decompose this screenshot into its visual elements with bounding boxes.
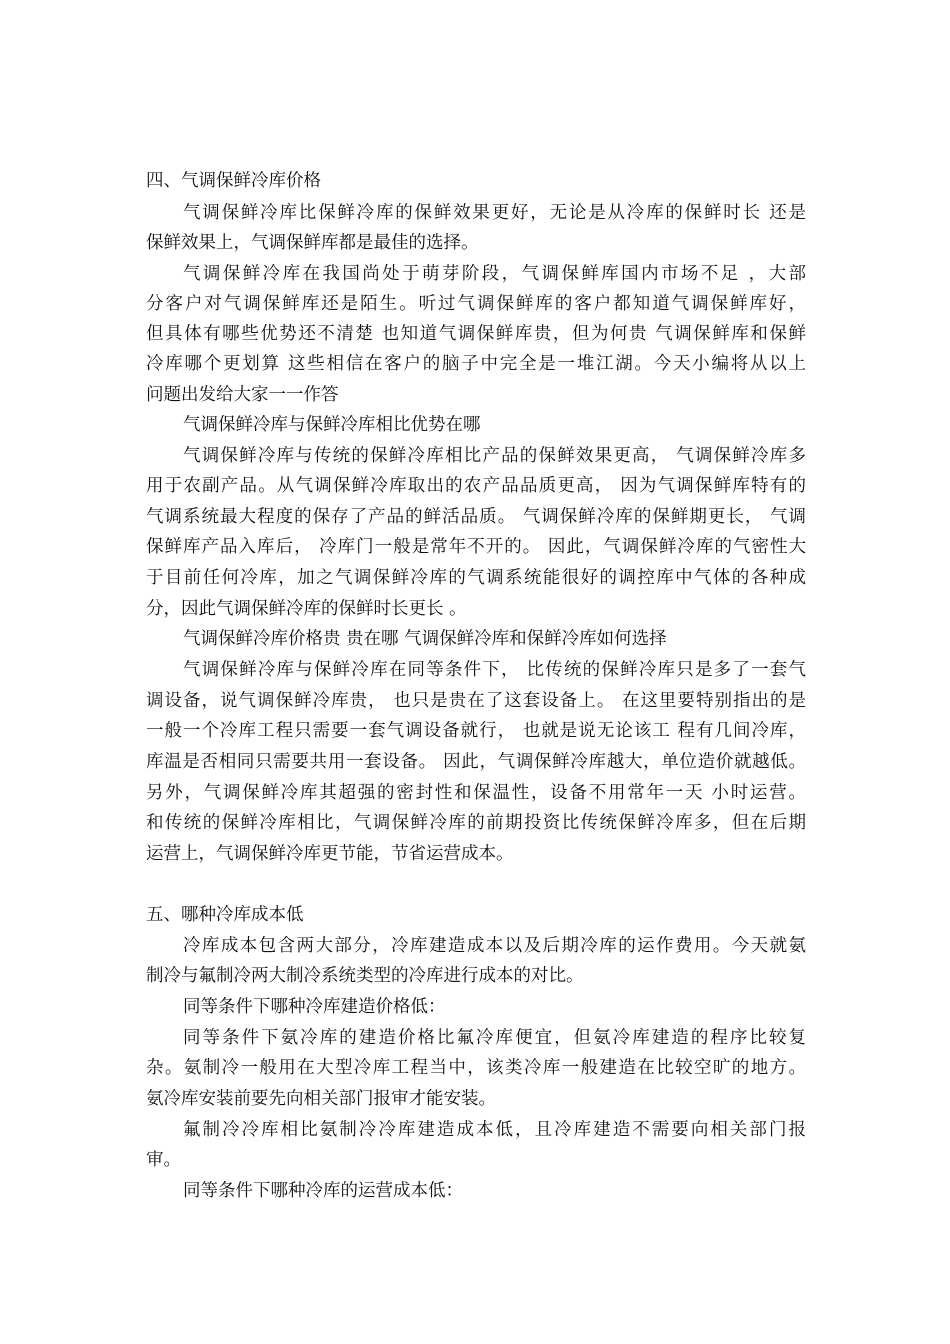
paragraph-line: 同等条件下氨冷库的建造价格比氟冷库便宜，但氨冷库建造的程序比较复 [183, 1028, 806, 1048]
paragraph-line: 运营上，气调保鲜冷库更节能，节省运营成本。 [146, 844, 514, 864]
subheading: 气调保鲜冷库与保鲜冷库相比优势在哪 [183, 415, 481, 435]
paragraph-line: 气调保鲜冷库与传统的保鲜冷库相比产品的保鲜效果更高， 气调保鲜冷库多 [183, 446, 806, 466]
paragraph-line: 分，因此气调保鲜冷库的保鲜时长更长 。 [146, 599, 467, 619]
paragraph-line: 但具体有哪些优势还不清楚 也知道气调保鲜库贵，但为何贵 气调保鲜库和保鲜 [146, 324, 806, 344]
paragraph-line: 冷库哪个更划算 这些相信在客户的脑子中完全是一堆江湖。今天小编将从以上 [146, 354, 806, 374]
paragraph-line: 杂。氨制冷一般用在大型冷库工程当中，该类冷库一般建造在比较空旷的地方。 [146, 1058, 806, 1078]
paragraph-line: 保鲜库产品入库后， 冷库门一般是常年不开的。 因此，气调保鲜冷库的气密性大 [146, 537, 806, 557]
section-heading-5: 五、哪种冷库成本低 [146, 905, 304, 925]
paragraph-line: 问题出发给大家一一作答 [146, 385, 339, 405]
subheading: 气调保鲜冷库价格贵 贵在哪 气调保鲜冷库和保鲜冷库如何选择 [183, 629, 667, 649]
subheading: 同等条件下哪种冷库建造价格低： [183, 997, 446, 1017]
paragraph-line: 气调系统最大程度的保存了产品的鲜活品质。 气调保鲜冷库的保鲜期更长， 气调 [146, 507, 806, 527]
paragraph-line: 调设备，说气调保鲜冷库贵， 也只是贵在了这套设备上。 在这里要特别指出的是 [146, 691, 806, 711]
paragraph-line: 和传统的保鲜冷库相比，气调保鲜冷库的前期投资比传统保鲜冷库多，但在后期 [146, 813, 806, 833]
paragraph-line: 氟制冷冷库相比氨制冷冷库建造成本低，且冷库建造不需要向相关部门报 [183, 1120, 806, 1140]
paragraph-line: 氨冷库安装前要先向相关部门报审才能安装。 [146, 1089, 496, 1109]
paragraph-line: 气调保鲜冷库在我国尚处于萌芽阶段，气调保鲜库国内市场不足 ，大部 [183, 264, 806, 284]
paragraph-line: 于目前任何冷库，加之气调保鲜冷库的气调系统能很好的调控库中气体的各种成 [146, 568, 806, 588]
paragraph-line: 用于农副产品。从气调保鲜冷库取出的农产品品质更高， 因为气调保鲜库特有的 [146, 476, 806, 496]
section-heading-4: 四、气调保鲜冷库价格 [146, 171, 321, 191]
paragraph-line: 制冷与氟制冷两大制冷系统类型的冷库进行成本的对比。 [146, 966, 584, 986]
paragraph-line: 一般一个冷库工程只需要一套气调设备就行， 也就是说无论该工 程有几间冷库， [146, 721, 806, 741]
paragraph-line: 审。 [146, 1150, 181, 1170]
paragraph-line: 气调保鲜冷库比保鲜冷库的保鲜效果更好，无论是从冷库的保鲜时长 还是 [183, 203, 806, 223]
paragraph-line: 另外，气调保鲜冷库其超强的密封性和保温性，设备不用常年一天 小时运营。 [146, 783, 806, 803]
paragraph-line: 气调保鲜冷库与保鲜冷库在同等条件下， 比传统的保鲜冷库只是多了一套气 [183, 660, 806, 680]
subheading: 同等条件下哪种冷库的运营成本低： [183, 1181, 463, 1201]
paragraph-line: 分客户对气调保鲜库还是陌生。听过气调保鲜库的客户都知道气调保鲜库好， [146, 294, 806, 314]
paragraph-line: 库温是否相同只需要共用一套设备。 因此，气调保鲜冷库越大，单位造价就越低。 [146, 752, 806, 772]
paragraph-line: 保鲜效果上，气调保鲜库都是最佳的选择。 [146, 233, 479, 253]
paragraph-line: 冷库成本包含两大部分，冷库建造成本以及后期冷库的运作费用。今天就氨 [183, 936, 806, 956]
